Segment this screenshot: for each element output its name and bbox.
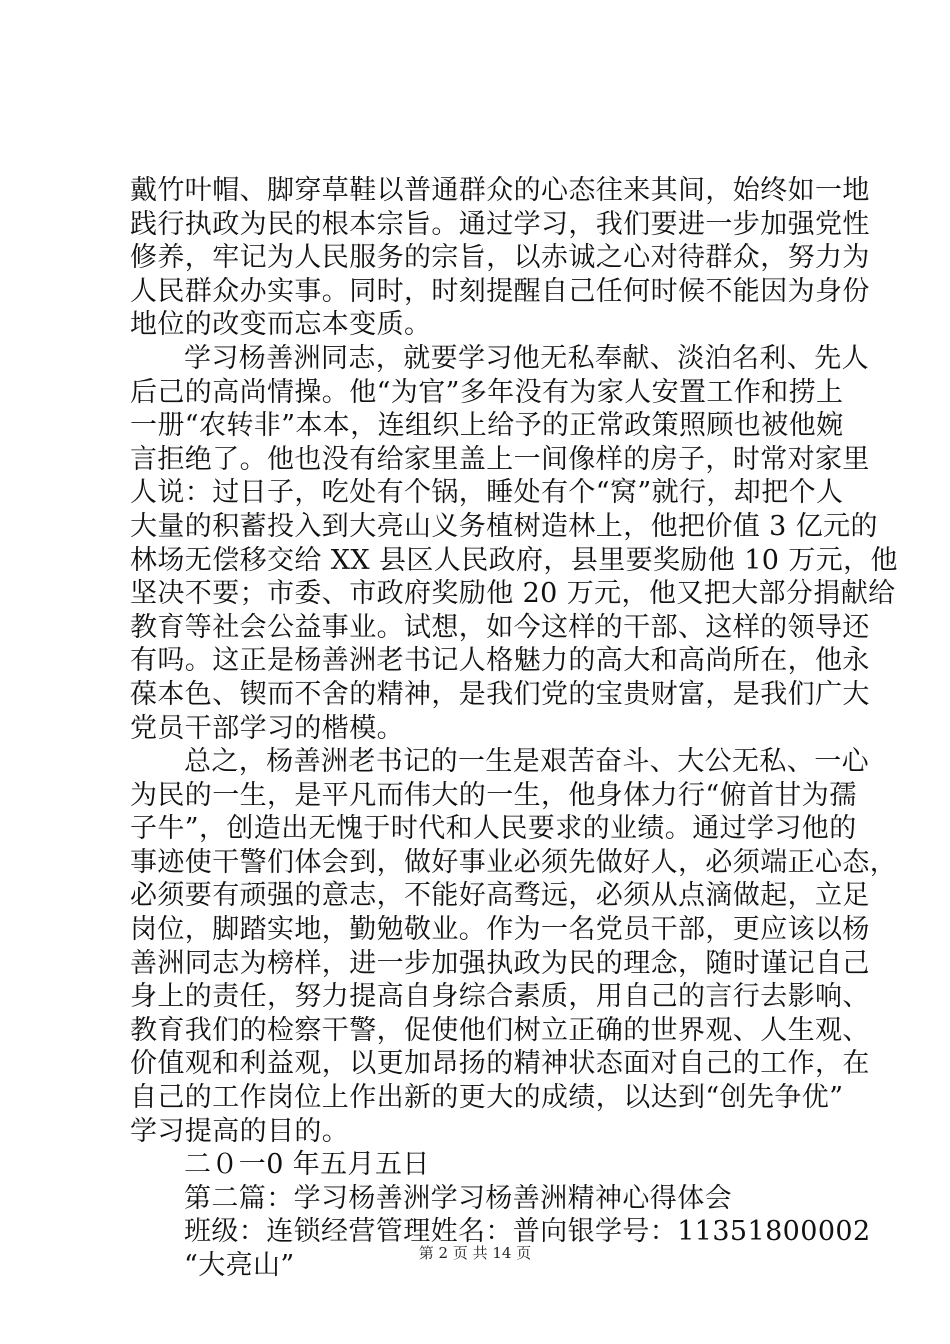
text-line: 自己的工作岗位上作出新的更大的成绩，以达到“创先争优” xyxy=(130,1082,844,1114)
text-line: 为民的一生，是平凡而伟大的一生，他身体力行“俯首甘为孺 xyxy=(130,779,857,811)
text-line: “大亮山” xyxy=(184,1250,295,1281)
text-line: 一册“农转非”本本，连组织上给予的正常政策照顾也被他婉 xyxy=(130,410,844,442)
page-number: 第 2 页 共 14 页 xyxy=(418,1244,532,1262)
text-line: 必须要有顽强的意志，不能好高骛远，必须从点滴做起，立足 xyxy=(130,880,870,912)
paragraph-start-line: 总之，杨善洲老书记的一生是艰苦奋斗、大公无私、一心 xyxy=(184,746,869,778)
text-line: 事迹使干警们体会到，做好事业必须先做好人，必须端正心态， xyxy=(130,846,898,878)
text-line: 子牛”，创造出无愧于时代和人民要求的业绩。通过学习他的 xyxy=(130,813,857,845)
text-line: 人民群众办实事。同时，时刻提醒自己任何时候不能因为身份 xyxy=(130,275,870,307)
text-line: 学习提高的目的。 xyxy=(130,1115,350,1147)
text-line: 有吗。这正是杨善洲老书记人格魅力的高大和高尚所在，他永 xyxy=(130,645,870,677)
text-line: 价值观和利益观，以更加昂扬的精神状态面对自己的工作，在 xyxy=(130,1048,870,1080)
text-line: 善洲同志为榜样，进一步加强执政为民的理念，随时谨记自己 xyxy=(130,947,870,979)
text-line: 林场无偿移交给 XX 县区人民政府，县里要奖励他 10 万元，他 xyxy=(130,544,898,576)
text-line: 践行执政为民的根本宗旨。通过学习，我们要进一步加强党性 xyxy=(130,208,870,240)
author-info-line: 班级：连锁经营管理姓名：普向银学号：11351800002 xyxy=(184,1216,871,1248)
text-line: 大量的积蓄投入到大亮山义务植树造林上，他把价值 3 亿元的 xyxy=(130,510,878,542)
document-body xyxy=(130,174,898,1283)
date-line: 二０一0 年五月五日 xyxy=(184,1149,430,1181)
text-line: 岗位，脚踏实地，勤勉敬业。作为一名党员干部，更应该以杨 xyxy=(130,914,870,946)
paragraph-start-line: 学习杨善洲同志，就要学习他无私奉献、淡泊名利、先人 xyxy=(184,342,869,374)
text-line: 戴竹叶帽、脚穿草鞋以普通群众的心态往来其间，始终如一地 xyxy=(130,175,870,206)
section-title: 第二篇：学习杨善洲学习杨善洲精神心得体会 xyxy=(184,1182,732,1214)
text-line: 教育等社会公益事业。试想，如今这样的干部、这样的领导还 xyxy=(130,611,870,643)
text-line: 葆本色、锲而不舍的精神，是我们党的宝贵财富，是我们广大 xyxy=(130,678,870,710)
text-line: 人说：过日子，吃处有个锅，睡处有个“窝”就行，却把个人 xyxy=(130,477,844,509)
text-line: 身上的责任，努力提高自身综合素质，用自己的言行去影响、 xyxy=(130,981,870,1013)
text-line: 坚决不要；市委、市政府奖励他 20 万元，他又把大部分捐献给 xyxy=(130,578,896,610)
text-line: 后己的高尚情操。他“为官”多年没有为家人安置工作和捞上 xyxy=(130,376,844,408)
text-line: 教育我们的检察干警，促使他们树立正确的世界观、人生观、 xyxy=(130,1014,870,1046)
text-line: 言拒绝了。他也没有给家里盖上一间像样的房子，时常对家里 xyxy=(130,443,870,475)
text-line: 党员干部学习的楷模。 xyxy=(130,712,404,744)
text-line: 修养，牢记为人民服务的宗旨，以赤诚之心对待群众，努力为 xyxy=(130,242,870,274)
text-line: 地位的改变而忘本变质。 xyxy=(130,309,432,341)
